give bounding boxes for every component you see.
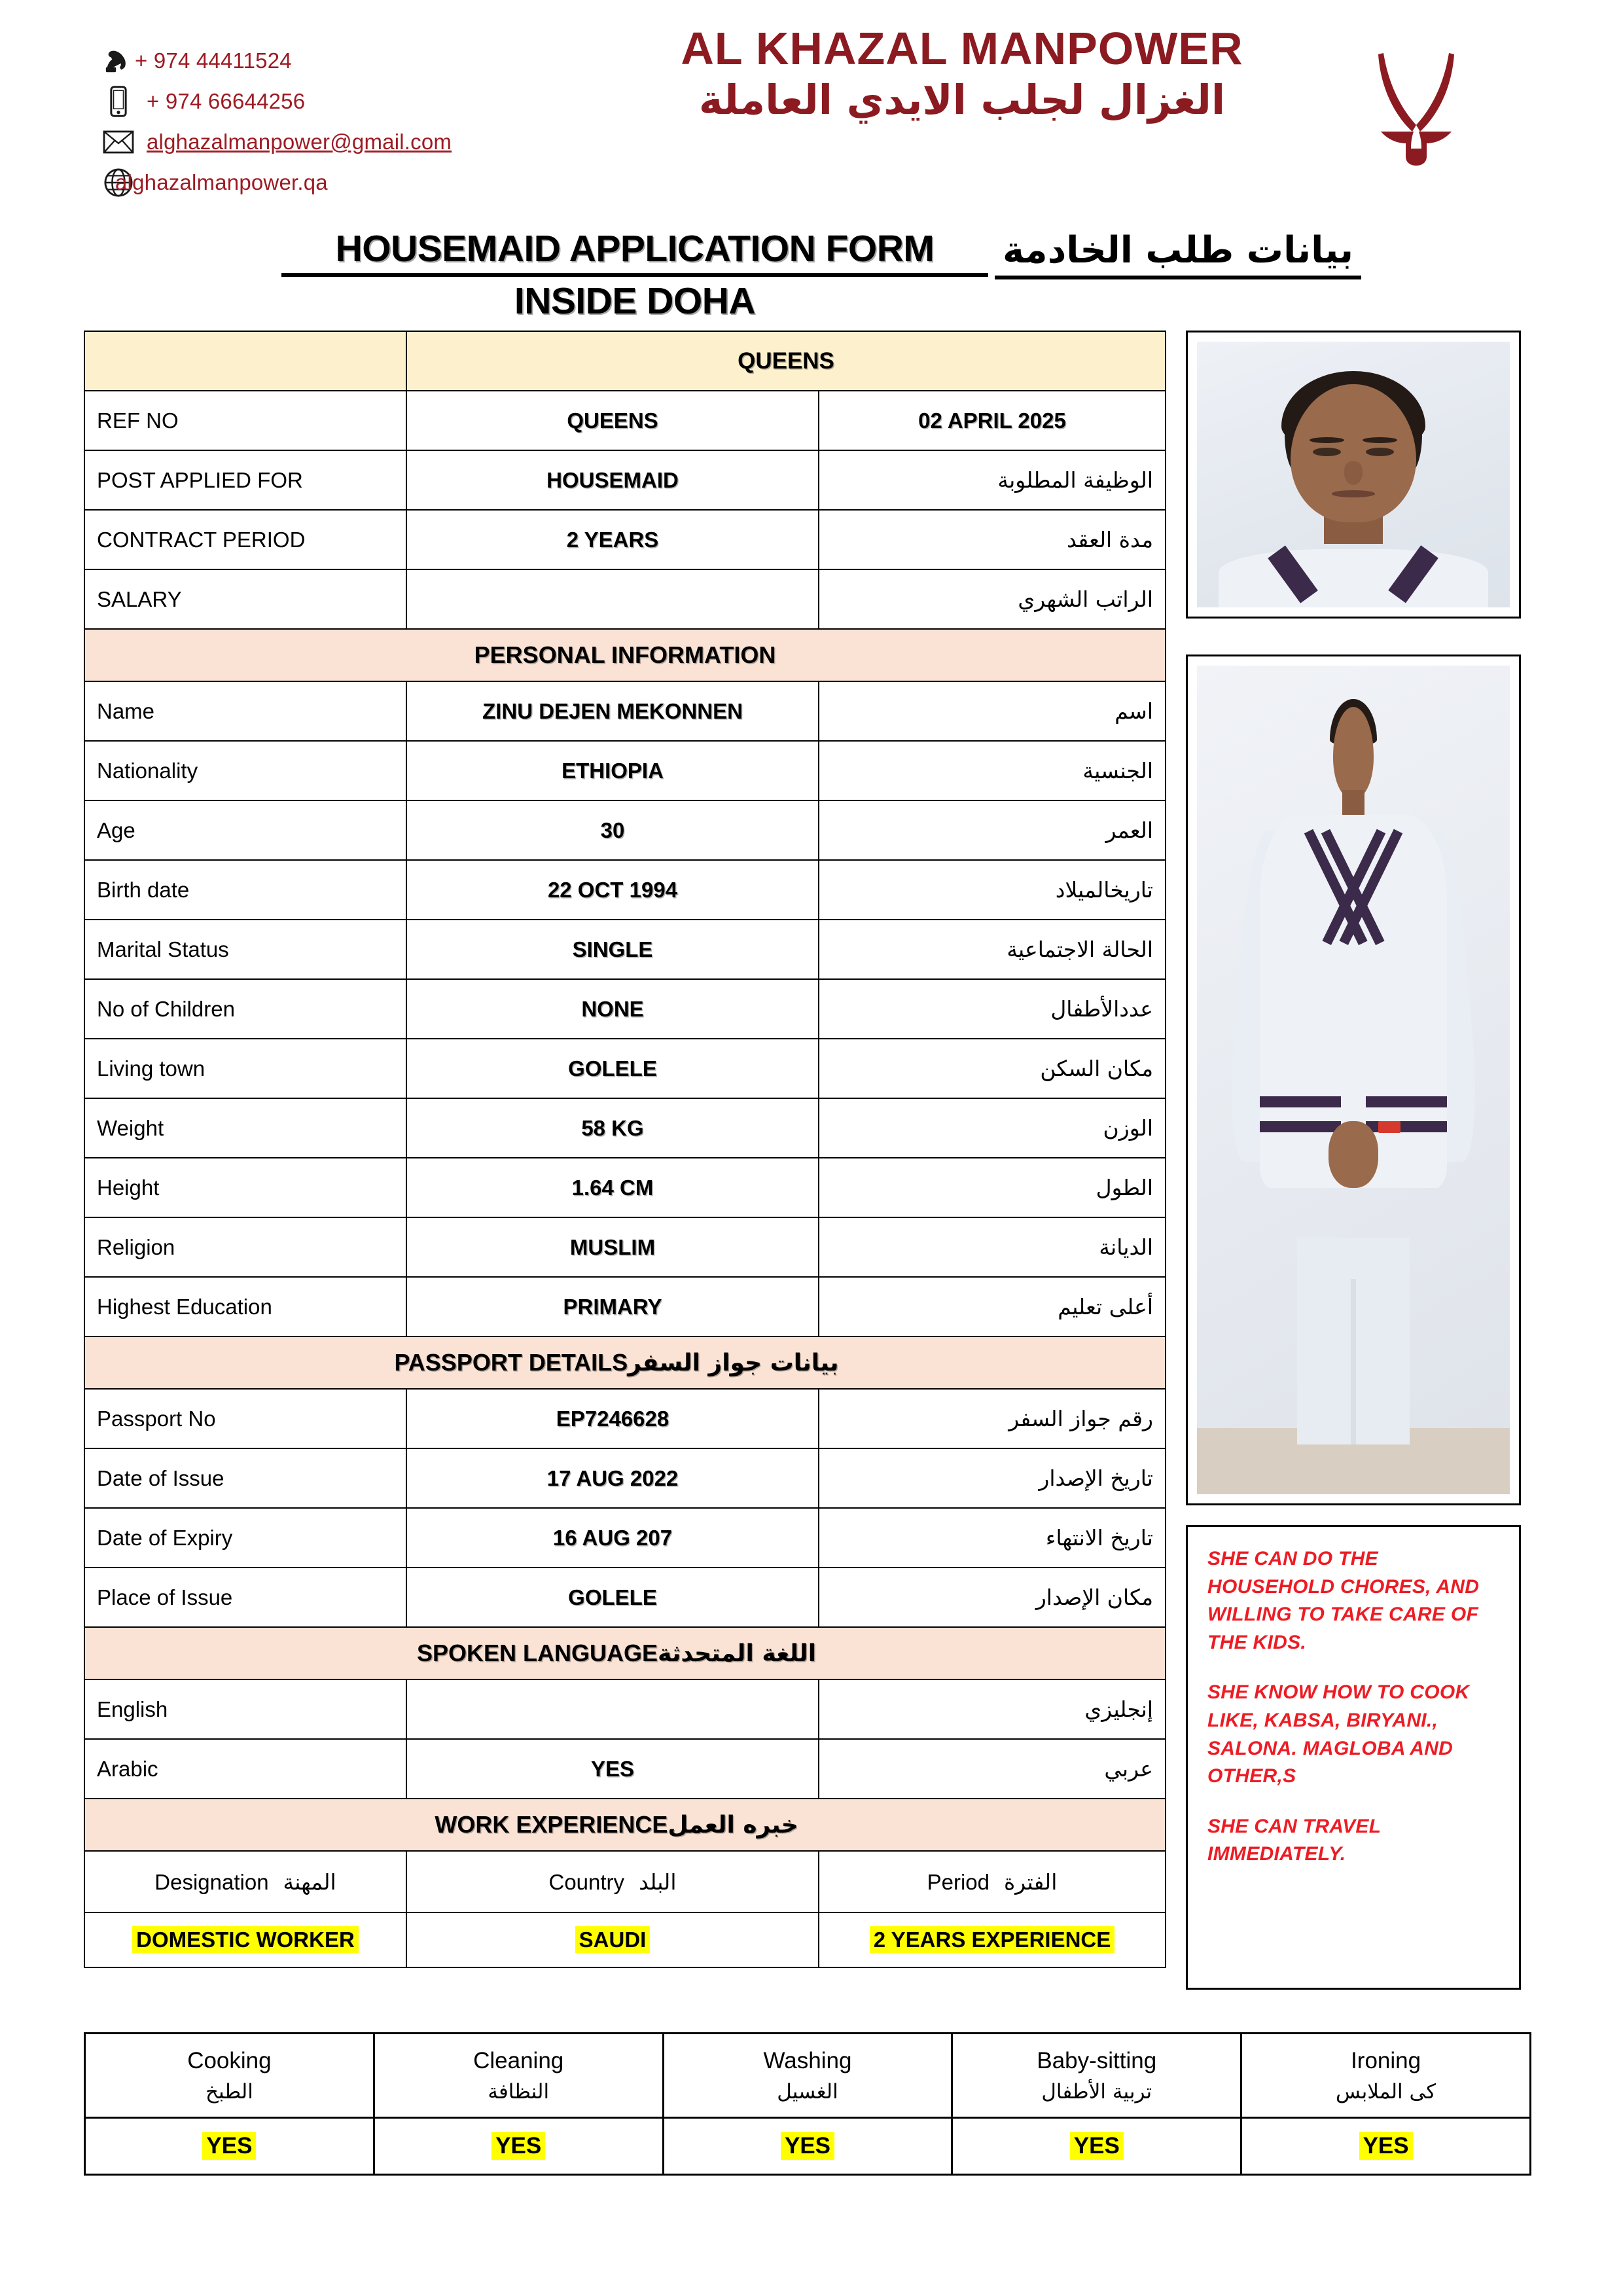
row-arabic-weight: الوزن — [819, 1098, 1166, 1158]
row-arabic-marital-status: الحالة الاجتماعية — [819, 920, 1166, 979]
row-value-date-of-expiry: 16 AUG 207 — [406, 1508, 819, 1568]
section-header-spoken-language — [84, 1627, 1166, 1679]
row-label-age: Age — [84, 800, 406, 860]
skill-header-baby-sitting-en: Baby-sitting — [1037, 2047, 1157, 2073]
skill-header-washing-ar: الغسيل — [777, 2079, 838, 2104]
skill-header-cleaning-ar: النظافة — [488, 2079, 550, 2104]
row-label-name: Name — [84, 681, 406, 741]
work-value-designation-cell — [84, 1912, 406, 1967]
contact-row-telephone — [98, 41, 648, 81]
table-row — [84, 979, 1166, 1039]
table-row — [84, 1739, 1166, 1799]
section-header-work-experience — [84, 1799, 1166, 1851]
row-arabic-arabic: عربي — [819, 1739, 1166, 1799]
work-value-period-cell — [819, 1912, 1166, 1967]
row-value-contract-period: 2 YEARS — [406, 510, 819, 569]
fullbody-wrist-band — [1378, 1121, 1400, 1133]
row-value-english[interactable] — [406, 1679, 819, 1739]
row-label-contract-period: CONTRACT PERIOD — [84, 510, 406, 569]
section-title-language-arabic: اللغة المتحدثة — [658, 1640, 817, 1667]
row-arabic-highest-education: أعلى تعليم — [819, 1277, 1166, 1336]
envelope-icon — [98, 130, 139, 154]
section-header-passport-details — [84, 1336, 1166, 1389]
row-value-nationality: ETHIOPIA — [406, 741, 819, 800]
fullbody-face — [1333, 707, 1374, 798]
row-value-age: 30 — [406, 800, 819, 860]
mobile-phone-icon — [98, 85, 139, 118]
company-name-arabic: الغزال لجلب الايدي العاملة — [698, 75, 1226, 124]
table-row — [84, 800, 1166, 860]
skill-value-washing: YES — [781, 2132, 834, 2160]
applicant-headshot-photo — [1186, 331, 1521, 619]
skill-header-ironing-ar: كى الملابس — [1336, 2079, 1436, 2104]
row-value-no-of-children: NONE — [406, 979, 819, 1039]
skill-value-ironing-cell — [1241, 2118, 1531, 2175]
table-row — [84, 1277, 1166, 1336]
fullbody-hands — [1329, 1121, 1378, 1187]
row-value-salary[interactable] — [406, 569, 819, 629]
fullbody-waist-stripe-2 — [1260, 1121, 1341, 1132]
table-row — [84, 1039, 1166, 1098]
row-label-place-of-issue: Place of Issue — [84, 1568, 406, 1627]
section-header-personal-information — [84, 629, 1166, 681]
row-label-nationality: Nationality — [84, 741, 406, 800]
skill-header-ironing-en: Ironing — [1351, 2047, 1421, 2073]
table-row-agency-banner — [84, 331, 1166, 391]
row-label-birth-date: Birth date — [84, 860, 406, 920]
skill-header-cooking-ar: الطبخ — [205, 2079, 253, 2104]
skill-value-baby-sitting: YES — [1070, 2132, 1124, 2160]
table-row — [84, 681, 1166, 741]
page-title — [281, 227, 988, 323]
row-value-passport-no: EP7246628 — [406, 1389, 819, 1448]
row-label-post-applied-for: POST APPLIED FOR — [84, 450, 406, 510]
gazelle-head-logo-icon — [1368, 36, 1466, 167]
row-value-birth-date: 22 OCT 1994 — [406, 860, 819, 920]
row-label-no-of-children: No of Children — [84, 979, 406, 1039]
skill-header-baby-sitting — [952, 2034, 1241, 2118]
row-value-religion: MUSLIM — [406, 1217, 819, 1277]
table-row — [84, 1098, 1166, 1158]
skill-value-ironing: YES — [1359, 2132, 1413, 2160]
table-row — [84, 1217, 1166, 1277]
skill-value-washing-cell — [663, 2118, 952, 2175]
work-col-country-ar: البلد — [639, 1869, 677, 1895]
table-row — [84, 510, 1166, 569]
table-row — [84, 1568, 1166, 1627]
skills-header-row — [85, 2034, 1531, 2118]
row-value-living-town: GOLELE — [406, 1039, 819, 1098]
skill-value-cooking: YES — [202, 2132, 256, 2160]
table-row — [84, 569, 1166, 629]
agency-banner-blank — [84, 331, 406, 391]
row-arabic-age: العمر — [819, 800, 1166, 860]
section-title-work-experience — [84, 1799, 1166, 1851]
row-label-living-town: Living town — [84, 1039, 406, 1098]
row-value-place-of-issue: GOLELE — [406, 1568, 819, 1627]
application-details-table — [84, 331, 1166, 1968]
mobile-number: + 974 66644256 — [147, 89, 306, 113]
skill-header-washing — [663, 2034, 952, 2118]
table-row — [84, 450, 1166, 510]
form-title-area — [0, 226, 1623, 324]
headshot-image — [1197, 342, 1510, 607]
section-title-work-arabic: خبره العمل — [668, 1812, 798, 1839]
headshot-mouth — [1332, 490, 1376, 497]
table-row — [84, 1158, 1166, 1217]
headshot-eyebrow-left — [1310, 437, 1344, 443]
section-title-personal-information: PERSONAL INFORMATION — [84, 629, 1166, 681]
headshot-eyebrow-right — [1363, 437, 1397, 443]
row-arabic-passport-no: رقم جواز السفر — [819, 1389, 1166, 1448]
work-col-period-ar: الفترة — [1004, 1869, 1058, 1895]
work-value-period: 2 YEARS EXPERIENCE — [870, 1926, 1115, 1953]
row-value-arabic: YES — [406, 1739, 819, 1799]
table-row — [84, 1679, 1166, 1739]
contact-row-website — [98, 162, 648, 203]
note-paragraph-1: SHE CAN DO THE HOUSEHOLD CHORES, AND WILLING TO TAKE CARE OF THE KIDS. — [1207, 1548, 1480, 1653]
skills-table — [84, 2032, 1531, 2176]
agency-banner-value: QUEENS — [406, 331, 1166, 391]
work-value-designation: DOMESTIC WORKER — [132, 1926, 359, 1953]
skill-header-cooking — [85, 2034, 374, 2118]
table-row — [84, 1912, 1166, 1967]
work-col-country-en: Country — [548, 1869, 625, 1894]
skill-value-cleaning-cell — [374, 2118, 663, 2175]
email-address[interactable]: alghazalmanpower@gmail.com — [147, 130, 452, 154]
row-value-height: 1.64 CM — [406, 1158, 819, 1217]
page-title-line2: INSIDE DOHA — [514, 280, 756, 322]
row-arabic-place-of-issue: مكان الإصدار — [819, 1568, 1166, 1627]
skill-header-cooking-en: Cooking — [187, 2047, 272, 2073]
table-row — [84, 860, 1166, 920]
skill-header-cleaning — [374, 2034, 663, 2118]
row-label-height: Height — [84, 1158, 406, 1217]
work-col-period — [819, 1851, 1166, 1912]
row-arabic-birth-date: تاريخالميلاد — [819, 860, 1166, 920]
applicant-notes-panel — [1186, 1525, 1521, 1990]
row-arabic-nationality: الجنسية — [819, 741, 1166, 800]
row-arabic-date-of-issue: تاريخ الإصدار — [819, 1448, 1166, 1508]
skill-value-baby-sitting-cell — [952, 2118, 1241, 2175]
row-label-salary: SALARY — [84, 569, 406, 629]
row-label-english: English — [84, 1679, 406, 1739]
row-arabic-date-of-expiry: تاريخ الانتهاء — [819, 1508, 1166, 1568]
row-value-weight: 58 KG — [406, 1098, 819, 1158]
row-label-date-of-issue: Date of Issue — [84, 1448, 406, 1508]
row-label-passport-no: Passport No — [84, 1389, 406, 1448]
page-title-line1: HOUSEMAID APPLICATION FORM — [281, 227, 988, 277]
note-paragraph-2: SHE KNOW HOW TO COOK LIKE, KABSA, BIRYANI., SALONA. MAGLOBA AND OTHER,S — [1207, 1681, 1470, 1787]
row-label-date-of-expiry: Date of Expiry — [84, 1508, 406, 1568]
skill-value-cooking-cell — [85, 2118, 374, 2175]
row-arabic-religion: الديانة — [819, 1217, 1166, 1277]
page-header — [0, 0, 1623, 216]
note-paragraph-3: SHE CAN TRAVEL IMMEDIATELY. — [1207, 1815, 1381, 1865]
page-title-arabic: بيانات طلب الخادمة — [995, 229, 1361, 279]
row-arabic-no-of-children: عددالأطفال — [819, 979, 1166, 1039]
website-address[interactable]: alghazalmanpower.qa — [115, 170, 328, 194]
table-row — [84, 1448, 1166, 1508]
row-arabic-living-town: مكان السكن — [819, 1039, 1166, 1098]
section-title-work-english: WORK EXPERIENCE — [435, 1811, 668, 1838]
row-label-arabic: Arabic — [84, 1739, 406, 1799]
row-label-highest-education: Highest Education — [84, 1277, 406, 1336]
row-value-marital-status: SINGLE — [406, 920, 819, 979]
work-col-designation — [84, 1851, 406, 1912]
company-name-english: AL KHAZAL MANPOWER — [681, 23, 1243, 74]
telephone-number: + 974 44411524 — [135, 48, 292, 73]
skill-header-washing-en: Washing — [763, 2047, 852, 2073]
row-label-marital-status: Marital Status — [84, 920, 406, 979]
table-row — [84, 1389, 1166, 1448]
row-label-weight: Weight — [84, 1098, 406, 1158]
work-value-country-cell — [406, 1912, 819, 1967]
row-label-ref-no: REF NO — [84, 391, 406, 450]
table-row — [84, 920, 1166, 979]
row-arabic-contract-period: مدة العقد — [819, 510, 1166, 569]
fullbody-image — [1197, 666, 1510, 1494]
work-col-country — [406, 1851, 819, 1912]
row-label-religion: Religion — [84, 1217, 406, 1277]
fullbody-waist-stripe-1 — [1260, 1096, 1341, 1107]
row-arabic-post-applied-for: الوظيفة المطلوبة — [819, 450, 1166, 510]
headshot-uniform — [1219, 549, 1488, 607]
skills-value-row — [85, 2118, 1531, 2175]
row-arabic-salary: الراتب الشهري — [819, 569, 1166, 629]
contact-row-mobile — [98, 81, 648, 122]
skill-header-cleaning-en: Cleaning — [473, 2047, 564, 2073]
work-col-designation-ar: المهنة — [283, 1869, 336, 1895]
row-arabic-english: إنجليزي — [819, 1679, 1166, 1739]
skill-header-baby-sitting-ar: تربية الأطفال — [1041, 2079, 1152, 2104]
section-title-passport-arabic: بيانات جواز السفر — [628, 1350, 839, 1376]
contact-block — [98, 41, 648, 203]
table-row — [84, 741, 1166, 800]
contact-row-email — [98, 122, 648, 162]
section-title-spoken-language — [84, 1627, 1166, 1679]
fullbody-trouser-gap — [1351, 1279, 1355, 1444]
applicant-fullbody-photo — [1186, 655, 1521, 1505]
company-branding — [576, 25, 1348, 124]
section-title-passport-details — [84, 1336, 1166, 1389]
row-arabic-name: اسم — [819, 681, 1166, 741]
skill-header-ironing — [1241, 2034, 1531, 2118]
skill-value-cleaning: YES — [491, 2132, 545, 2160]
row-value-name: ZINU DEJEN MEKONNEN — [406, 681, 819, 741]
row-value-highest-education: PRIMARY — [406, 1277, 819, 1336]
fullbody-waist-stripe-3 — [1366, 1096, 1447, 1107]
work-value-country: SAUDI — [575, 1926, 651, 1953]
table-row — [84, 391, 1166, 450]
row-value-ref-no: QUEENS — [406, 391, 819, 450]
table-row — [84, 1508, 1166, 1568]
work-col-period-en: Period — [927, 1869, 990, 1894]
work-experience-column-headers — [84, 1851, 1166, 1912]
row-value-ref-date: 02 APRIL 2025 — [819, 391, 1166, 450]
row-value-post-applied-for: HOUSEMAID — [406, 450, 819, 510]
section-title-passport-english: PASSPORT DETAILS — [394, 1349, 628, 1376]
row-arabic-height: الطول — [819, 1158, 1166, 1217]
work-col-designation-en: Designation — [154, 1869, 269, 1894]
row-value-date-of-issue: 17 AUG 2022 — [406, 1448, 819, 1508]
section-title-language-english: SPOKEN LANGUAGE — [416, 1640, 658, 1666]
